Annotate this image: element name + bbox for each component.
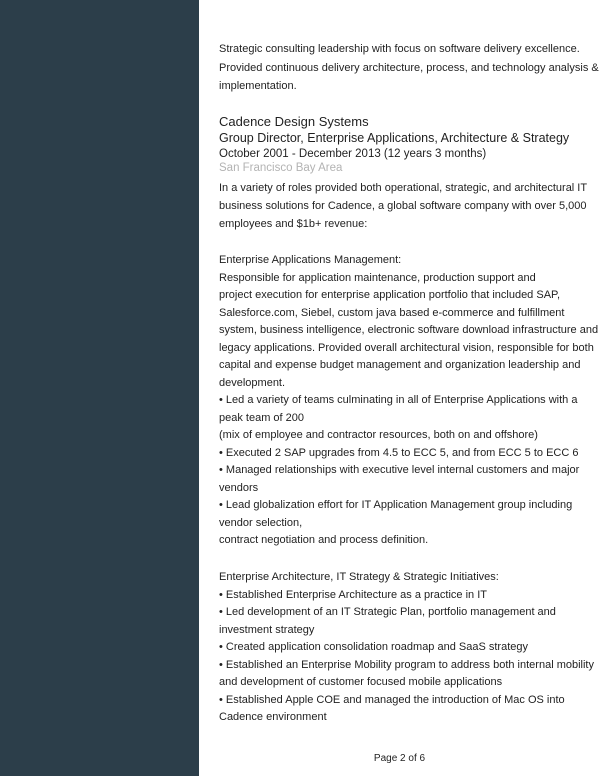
text-line: implementation. [219, 80, 297, 92]
sidebar-panel [0, 0, 199, 776]
job-dates: October 2001 - December 2013 (12 years 3 months) [219, 148, 487, 160]
text-line: Responsible for application maintenance, production support and [219, 271, 536, 284]
text-line: • Lead globalization effort for IT Application Management group including [219, 499, 573, 511]
text-line: Provided continuous delivery architecture, process, and technology analysis & [219, 61, 599, 74]
job-title: Group Director, Enterprise Applications, Architecture & Strategy [219, 131, 570, 145]
text-line: Strategic consulting leadership with focus on software delivery excellence. [219, 43, 580, 55]
text-line: Enterprise Architecture, IT Strategy & Strategic Initiatives: [219, 571, 499, 583]
text-line: In a variety of roles provided both operational, strategic, and architectural IT [219, 182, 588, 194]
text-line: capital and expense budget management and organization leadership and [219, 359, 581, 371]
text-line: contract negotiation and process definition. [219, 534, 429, 546]
job-location: San Francisco Bay Area [219, 162, 343, 174]
text-line: (mix of employee and contractor resources, both on and offshore) [219, 429, 538, 441]
text-line: investment strategy [219, 623, 315, 636]
text-line: • Led a variety of teams culminating in all of Enterprise Applications with a [219, 394, 578, 406]
text-line: peak team of 200 [219, 411, 305, 424]
text-line: • Established Enterprise Architecture as a practice in IT [219, 588, 487, 601]
text-line: employees and $1b+ revenue: [219, 218, 368, 230]
text-line: legacy applications. Provided overall architectural vision, responsible for both [219, 341, 594, 354]
text-line: • Established an Enterprise Mobility program to address both internal mobility [219, 658, 594, 671]
text-line: vendor selection, [219, 516, 303, 529]
text-line: Cadence environment [219, 711, 327, 723]
page-number: Page 2 of 6 [373, 753, 426, 764]
company-name: Cadence Design Systems [219, 114, 369, 129]
text-line: • Created application consolidation roadmap and SaaS strategy [219, 641, 528, 653]
text-line: and development of customer focused mobile applications [219, 676, 503, 688]
text-line: project execution for enterprise application portfolio that included SAP, [219, 289, 561, 301]
text-line: • Managed relationships with executive level internal customers and major [219, 464, 580, 476]
text-line: vendors [219, 481, 259, 494]
text-line: • Executed 2 SAP upgrades from 4.5 to ECC 5, and from ECC 5 to ECC 6 [219, 446, 579, 459]
text-line: development. [219, 376, 286, 389]
text-line: • Established Apple COE and managed the introduction of Mac OS into [219, 693, 565, 706]
text-line: business solutions for Cadence, a global software company with over 5,000 [219, 200, 587, 212]
text-line: Enterprise Applications Management: [219, 254, 402, 266]
text-line: • Led development of an IT Strategic Plan, portfolio management and [219, 606, 556, 618]
text-line: system, business intelligence, electronic software download infrastructure and [219, 324, 599, 336]
text-line: Salesforce.com, Siebel, custom java based e-commerce and fulfillment [219, 306, 565, 319]
